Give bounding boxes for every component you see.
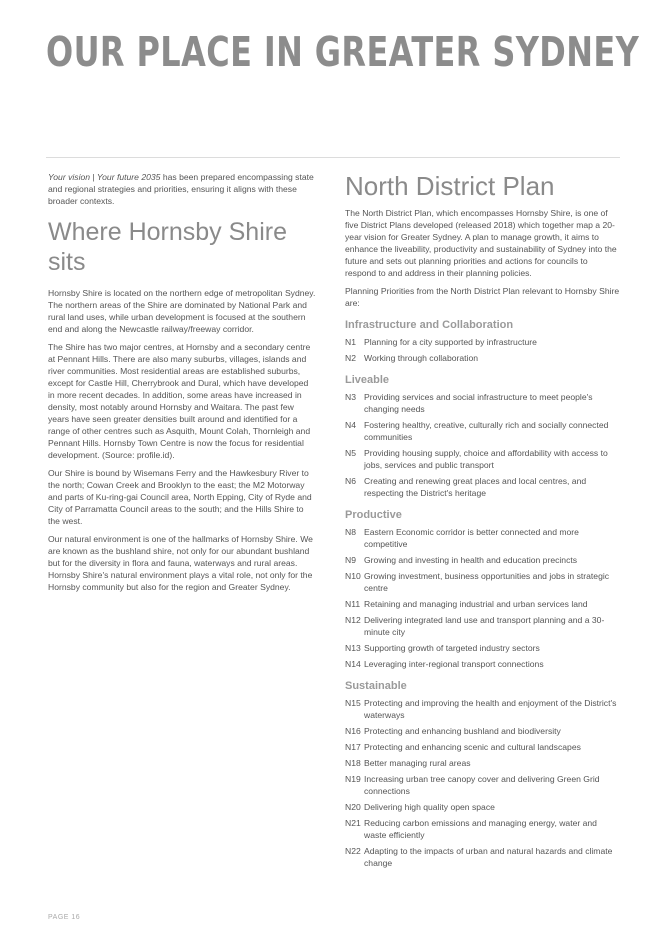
body-paragraph: The North District Plan, which encompasses Hornsby Shire, is one of five District Plans developed (released 2018) which together map a 20-year vision for Greater Sydney. A plan to manage growth, it aims to enhance the liveability, productivity and sustainability of Sydney into the future and sets out planning priorities and actions for councils to respond to and address in their planning policies.: [345, 208, 617, 278]
priority-text: Retaining and managing industrial and urban services land: [364, 599, 588, 609]
priority-code: N19: [345, 774, 361, 784]
priority-item: [345, 526, 621, 550]
priority-group-heading: Sustainable: [345, 680, 407, 692]
priority-list: [345, 526, 621, 670]
section-heading-hornsby: Where Hornsby Shire sits: [48, 218, 287, 276]
priority-list: [345, 336, 621, 364]
body-paragraph: Planning Priorities from the North District Plan relevant to Hornsby Shire are:: [345, 286, 620, 308]
priority-code: N13: [345, 643, 361, 653]
priority-text: Growing and investing in health and education precincts: [364, 555, 578, 565]
priority-code: N14: [345, 659, 361, 669]
priority-text: Creating and renewing great places and local centres, and respecting the District's heritage: [364, 476, 587, 498]
priority-item: [345, 352, 621, 364]
priority-item: [345, 554, 621, 566]
priority-code: N18: [345, 758, 361, 768]
intro-text: has been prepared encompassing state and regional strategies and priorities, ensuring it aligns with these broader contexts.: [48, 172, 314, 206]
priority-item: [345, 642, 621, 654]
priority-item: [345, 658, 621, 670]
intro-paragraph: [48, 171, 316, 207]
priority-text: Planning for a city supported by infrastructure: [364, 337, 537, 347]
priority-code: N15: [345, 698, 361, 708]
priority-text: Better managing rural areas: [364, 758, 471, 768]
body-paragraph: Hornsby Shire is located on the northern edge of metropolitan Sydney. The northern areas of the Shire are dominated by National Park and rural land uses, while urban development is focused at the southern end and along the Newcastle railway/freeway corridor.: [48, 288, 316, 334]
priority-list: [345, 391, 621, 499]
priority-code: N5: [345, 448, 356, 458]
priority-text: Reducing carbon emissions and managing energy, water and waste efficiently: [364, 818, 597, 840]
priority-text: Increasing urban tree canopy cover and delivering Green Grid connections: [364, 774, 600, 796]
priority-code: N8: [345, 527, 356, 537]
priority-code: N22: [345, 846, 361, 856]
left-column: [48, 171, 316, 599]
priority-item: [345, 614, 621, 638]
priority-item: [345, 419, 621, 443]
priority-code: N17: [345, 742, 361, 752]
priority-code: N9: [345, 555, 356, 565]
priority-item: [345, 475, 621, 499]
priority-item: [345, 741, 621, 753]
priority-item: [345, 447, 621, 471]
priority-code: N6: [345, 476, 356, 486]
priority-text: Protecting and improving the health and enjoyment of the District's waterways: [364, 698, 617, 720]
priority-code: N20: [345, 802, 361, 812]
priority-list: [345, 697, 621, 869]
page-number: PAGE 16: [48, 914, 81, 921]
priority-code: N11: [345, 599, 361, 609]
body-paragraph: Our Shire is bound by Wisemans Ferry and the Hawkesbury River to the north; Cowan Creek and Brooklyn to the east; the M2 Motorway and parts of Ku-ring-gai Council area, North Epping, City of Ryde and City of Parramatta Council areas to the south; and the Hills Shire to the west.: [48, 468, 312, 526]
priority-code: N10: [345, 571, 361, 581]
priority-code: N3: [345, 392, 356, 402]
priority-text: Eastern Economic corridor is better connected and more competitive: [364, 527, 579, 549]
priority-item: [345, 773, 621, 797]
priority-text: Delivering integrated land use and transport planning and a 30-minute city: [364, 615, 605, 637]
priority-code: N21: [345, 818, 361, 828]
priority-text: Protecting and enhancing scenic and cultural landscapes: [364, 742, 581, 752]
priority-text: Supporting growth of targeted industry sectors: [364, 643, 540, 653]
priority-item: [345, 757, 621, 769]
priority-code: N4: [345, 420, 356, 430]
priority-text: Providing services and social infrastructure to meet people's changing needs: [364, 392, 593, 414]
priority-group-heading: Productive: [345, 509, 402, 521]
priority-item: [345, 801, 621, 813]
priority-text: Delivering high quality open space: [364, 802, 495, 812]
priority-text: Adapting to the impacts of urban and natural hazards and climate change: [364, 846, 613, 868]
priority-item: [345, 570, 621, 594]
intro-title: Your vision | Your future 2035: [48, 172, 161, 182]
body-paragraph: Our natural environment is one of the hallmarks of Hornsby Shire. We are known as the bushland shire, not only for our abundant bushland but for the diversity in flora and fauna, waterways and rural areas. Hornsby Shire's natural environment plays a vital role, not only for the Hornsby community but also for the region and Greater Sydney.: [48, 534, 313, 592]
planning-priorities: [345, 319, 621, 869]
priority-item: [345, 697, 621, 721]
priority-text: Leveraging inter-regional transport connections: [364, 659, 544, 669]
priority-item: [345, 725, 621, 737]
divider: [46, 157, 620, 158]
body-paragraph: The Shire has two major centres, at Hornsby and a secondary centre at Pennant Hills. There are also many suburbs, villages, islands and river communities. Most residential areas are established suburbs, except for Castle Hill, Cherrybrook and Dural, which have developed in more recent decades. In addition, some areas have increased in density, most notably around Hornsby and Waitara. The past few years have seen greater densities built around and identified for a range of other centres such as Asquith, Mount Colah, Thornleigh and Pennant Hills. Hornsby Town Centre is now the focus for residential development. (Source: profile.id).: [48, 342, 311, 460]
priority-item: [345, 817, 621, 841]
priority-group-heading: Liveable: [345, 374, 390, 386]
priority-text: Protecting and enhancing bushland and biodiversity: [364, 726, 561, 736]
priority-text: Growing investment, business opportunities and jobs in strategic centre: [364, 571, 610, 593]
priority-text: Fostering healthy, creative, culturally rich and socially connected communities: [364, 420, 609, 442]
priority-text: Providing housing supply, choice and affordability with access to jobs, services and public transport: [364, 448, 608, 470]
priority-code: N2: [345, 353, 356, 363]
priority-item: [345, 391, 621, 415]
priority-item: [345, 845, 621, 869]
priority-code: N1: [345, 337, 356, 347]
priority-group-heading: Infrastructure and Collaboration: [345, 319, 514, 331]
section-heading-north-district: North District Plan: [345, 171, 555, 201]
right-column: [345, 171, 621, 873]
page-title: OUR PLACE IN GREATER SYDNEY: [46, 28, 640, 76]
priority-text: Working through collaboration: [364, 353, 479, 363]
priority-item: [345, 336, 621, 348]
priority-item: [345, 598, 621, 610]
priority-code: N12: [345, 615, 361, 625]
priority-code: N16: [345, 726, 361, 736]
